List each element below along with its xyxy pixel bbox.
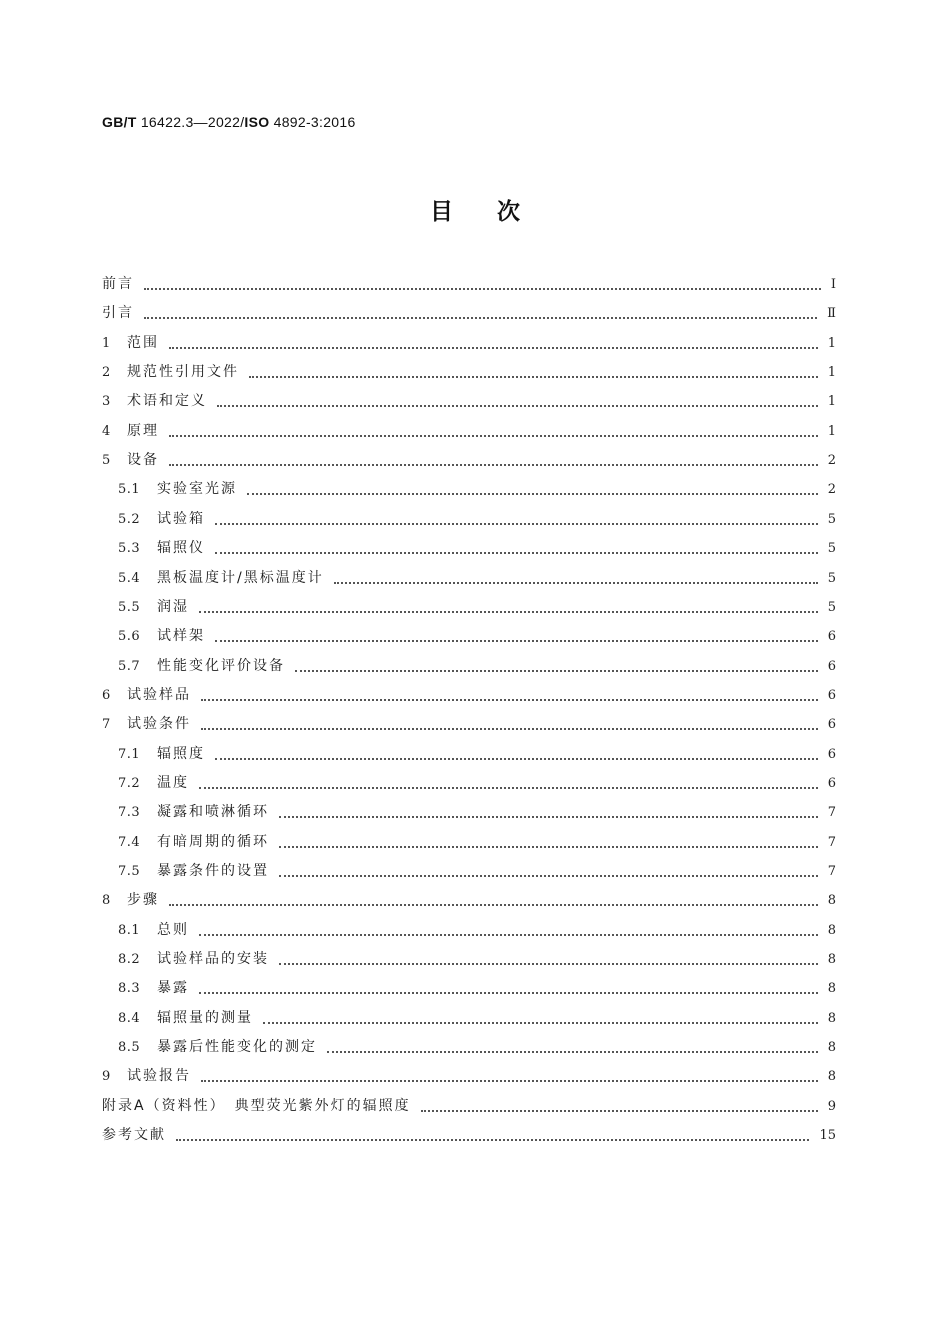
- toc-entry-number: 7.4: [118, 834, 141, 850]
- toc-entry-page: 8: [827, 981, 836, 997]
- toc-dot-leader: [169, 346, 818, 349]
- toc-entry[interactable]: [102, 299, 836, 328]
- iso-number: 4892-3:2016: [269, 114, 356, 130]
- toc-entry-page: 7: [827, 805, 836, 821]
- iso-prefix: ISO: [244, 114, 270, 130]
- toc-entry-number: 7: [102, 717, 111, 733]
- toc-entry-page: 1: [827, 423, 836, 439]
- toc-entry[interactable]: [118, 769, 836, 798]
- toc-entry-label: 范围: [127, 334, 159, 351]
- toc-entry[interactable]: [118, 945, 836, 974]
- toc-entry-page: 9: [827, 1098, 836, 1114]
- toc-entry-page: 1: [827, 335, 836, 351]
- toc-entry-page: 2: [827, 482, 836, 498]
- toc-entry[interactable]: [118, 652, 836, 681]
- toc-entry-label: 引言: [102, 305, 134, 322]
- toc-entry[interactable]: [102, 681, 836, 710]
- toc-dot-leader: [199, 786, 818, 789]
- toc-entry-label: 前言: [102, 276, 134, 292]
- toc-entry[interactable]: [102, 1092, 836, 1121]
- toc-entry-number: 8.3: [118, 981, 141, 997]
- std-prefix: GB/T: [102, 114, 137, 130]
- toc-entry[interactable]: [118, 534, 836, 563]
- toc-dot-leader: [295, 669, 818, 672]
- toc-dot-leader: [247, 492, 818, 495]
- toc-entry-label: 温度: [157, 774, 189, 791]
- toc-entry-label: 原理: [127, 422, 159, 439]
- toc-entry-label: 辐照量的测量: [157, 1009, 253, 1026]
- toc-entry-number: 5.6: [118, 629, 141, 645]
- toc-entry-page: 8: [827, 1040, 836, 1056]
- toc-entry-number: 3: [102, 394, 111, 410]
- toc-dot-leader: [199, 933, 818, 936]
- toc-dot-leader: [144, 287, 821, 290]
- toc-entry-label: 设备: [127, 452, 159, 469]
- toc-entry[interactable]: [102, 387, 836, 416]
- page-title: 目次: [430, 199, 564, 225]
- toc-entry-number: 5.2: [118, 511, 141, 527]
- toc-entry[interactable]: [118, 505, 836, 534]
- toc-entry[interactable]: [102, 1121, 836, 1150]
- toc-entry-label: 试样架: [157, 628, 205, 645]
- toc-entry-page: 8: [827, 1010, 836, 1026]
- toc-entry[interactable]: [118, 564, 836, 593]
- toc-entry-page: 5: [827, 541, 836, 557]
- toc-entry-number: 5.7: [118, 658, 141, 674]
- toc-entry[interactable]: [102, 329, 836, 358]
- toc-dot-leader: [215, 551, 818, 554]
- toc-entry-number: 7.5: [118, 864, 141, 879]
- toc-dot-leader: [199, 610, 818, 613]
- toc-entry-page: 8: [827, 1069, 836, 1085]
- toc-entry[interactable]: [118, 740, 836, 769]
- toc-dot-leader: [421, 1109, 818, 1112]
- toc-entry-label: 暴露: [157, 980, 189, 997]
- toc-dot-leader: [279, 815, 818, 818]
- toc-dot-leader: [279, 874, 818, 877]
- toc-entry-page: 6: [827, 658, 836, 674]
- toc-dot-leader: [327, 1050, 818, 1053]
- toc-entry[interactable]: [118, 798, 836, 827]
- toc-entry-page: 15: [819, 1128, 836, 1144]
- standard-number: [102, 114, 356, 130]
- toc-entry-number: 5.1: [118, 482, 141, 498]
- toc-entry[interactable]: [102, 358, 836, 387]
- toc-dot-leader: [217, 404, 818, 407]
- toc-entry-page: 6: [827, 687, 836, 703]
- toc-entry-number: 8.5: [118, 1040, 141, 1056]
- toc-dot-leader: [169, 463, 818, 466]
- toc-entry-label: 试验样品: [127, 686, 191, 703]
- toc-dot-leader: [263, 1021, 818, 1024]
- toc-entry-number: 2: [102, 365, 111, 381]
- toc-entry-label: 步骤: [127, 892, 159, 909]
- toc-entry[interactable]: [118, 857, 836, 886]
- toc-entry-page: 5: [827, 511, 836, 527]
- toc-entry-label: 试验样品的安装: [157, 951, 269, 968]
- toc-entry-label: 实验室光源: [157, 481, 237, 498]
- toc-entry-label: 试验条件: [127, 716, 191, 733]
- toc-entry[interactable]: [118, 1004, 836, 1033]
- toc-entry-label: 辐照仪: [157, 540, 205, 557]
- toc-dot-leader: [199, 991, 818, 994]
- toc-entry-label: 辐照度: [157, 745, 205, 762]
- toc-entry-number: 4: [102, 423, 111, 439]
- toc-entry-label: 黑板温度计/黑标温度计: [157, 569, 324, 586]
- toc-entry-label: 总则: [157, 921, 189, 938]
- toc-entry-page: 2: [827, 453, 836, 469]
- toc-entry-number: 8: [102, 893, 111, 909]
- toc-entry-number: 5.4: [118, 570, 141, 586]
- toc-entry-number: 8.1: [118, 922, 141, 938]
- toc-dot-leader: [334, 581, 818, 584]
- toc-entry-page: 8: [827, 952, 836, 968]
- toc-entry[interactable]: [102, 710, 836, 739]
- toc-entry[interactable]: [118, 622, 836, 651]
- toc-entry-page: 1: [827, 365, 836, 381]
- toc-entry-number: 5.5: [118, 599, 141, 615]
- toc-dot-leader: [215, 757, 818, 760]
- toc-entry-label: 性能变化评价设备: [157, 657, 285, 674]
- toc-entry-label: 有暗周期的循环: [157, 833, 269, 850]
- toc-entry-number: 7.1: [118, 746, 141, 762]
- toc-entry-number: 6: [102, 687, 111, 703]
- std-number: 16422.3—2022/: [136, 114, 245, 130]
- toc-dot-leader: [169, 434, 818, 437]
- toc-entry-number: 8.2: [118, 952, 141, 968]
- toc-entry-page: 5: [827, 599, 836, 615]
- toc-entry-label: 凝露和喷淋循环: [157, 804, 269, 821]
- toc-dot-leader: [201, 698, 818, 701]
- toc-entry-page: 6: [827, 717, 836, 733]
- toc-entry-number: 7.3: [118, 805, 141, 821]
- toc-entry-page: 1: [827, 394, 836, 410]
- toc-dot-leader: [201, 1079, 818, 1082]
- toc-dot-leader: [279, 845, 818, 848]
- toc-entry[interactable]: [102, 446, 836, 475]
- toc-entry[interactable]: [102, 886, 836, 915]
- toc-entry[interactable]: [118, 974, 836, 1003]
- toc-entry-page: 7: [827, 864, 836, 879]
- toc-entry-label: 暴露条件的设置: [157, 863, 269, 879]
- toc-entry-number: 7.2: [118, 775, 141, 791]
- toc-entry-label: 附录A（资料性） 典型荧光紫外灯的辐照度: [102, 1097, 411, 1114]
- toc-entry[interactable]: [102, 1062, 836, 1091]
- toc-dot-leader: [215, 639, 818, 642]
- toc-entry-label: 润湿: [157, 598, 189, 615]
- toc-entry-number: 5: [102, 453, 111, 469]
- toc-dot-leader: [169, 903, 818, 906]
- toc-dot-leader: [249, 375, 818, 378]
- toc-entry-page: 6: [827, 629, 836, 645]
- toc-entry-label: 参考文献: [102, 1127, 166, 1144]
- toc-entry-page: Ⅰ: [830, 277, 836, 292]
- toc-dot-leader: [279, 962, 818, 965]
- toc-entry-number: 5.3: [118, 541, 141, 557]
- toc-dot-leader: [176, 1138, 809, 1141]
- toc-entry-number: 8.4: [118, 1010, 141, 1026]
- toc-entry-page: 6: [827, 775, 836, 791]
- toc-entry-label: 规范性引用文件: [127, 364, 239, 381]
- toc-entry[interactable]: [102, 417, 836, 446]
- toc-entry-label: 术语和定义: [127, 393, 207, 410]
- toc-entry[interactable]: [118, 1033, 836, 1062]
- toc-entry-page: 8: [827, 922, 836, 938]
- toc-dot-leader: [144, 316, 817, 319]
- toc-entry-page: Ⅱ: [827, 306, 836, 322]
- toc-entry[interactable]: [118, 593, 836, 622]
- toc-entry[interactable]: [118, 828, 836, 857]
- toc-entry[interactable]: [118, 916, 836, 945]
- toc-entry-page: 6: [827, 746, 836, 762]
- toc-entry-page: 8: [827, 893, 836, 909]
- toc-dot-leader: [201, 727, 818, 730]
- toc-entry-label: 试验报告: [127, 1068, 191, 1085]
- toc-entry-number: 9: [102, 1069, 111, 1085]
- toc-dot-leader: [215, 522, 818, 525]
- toc-entry-label: 试验箱: [157, 510, 205, 527]
- toc-entry[interactable]: [102, 270, 836, 299]
- toc-entry-label: 暴露后性能变化的测定: [157, 1039, 317, 1056]
- toc-entry[interactable]: [118, 475, 836, 504]
- toc-entry-page: 7: [827, 834, 836, 850]
- toc-entry-number: 1: [102, 335, 111, 351]
- toc-entry-page: 5: [827, 570, 836, 586]
